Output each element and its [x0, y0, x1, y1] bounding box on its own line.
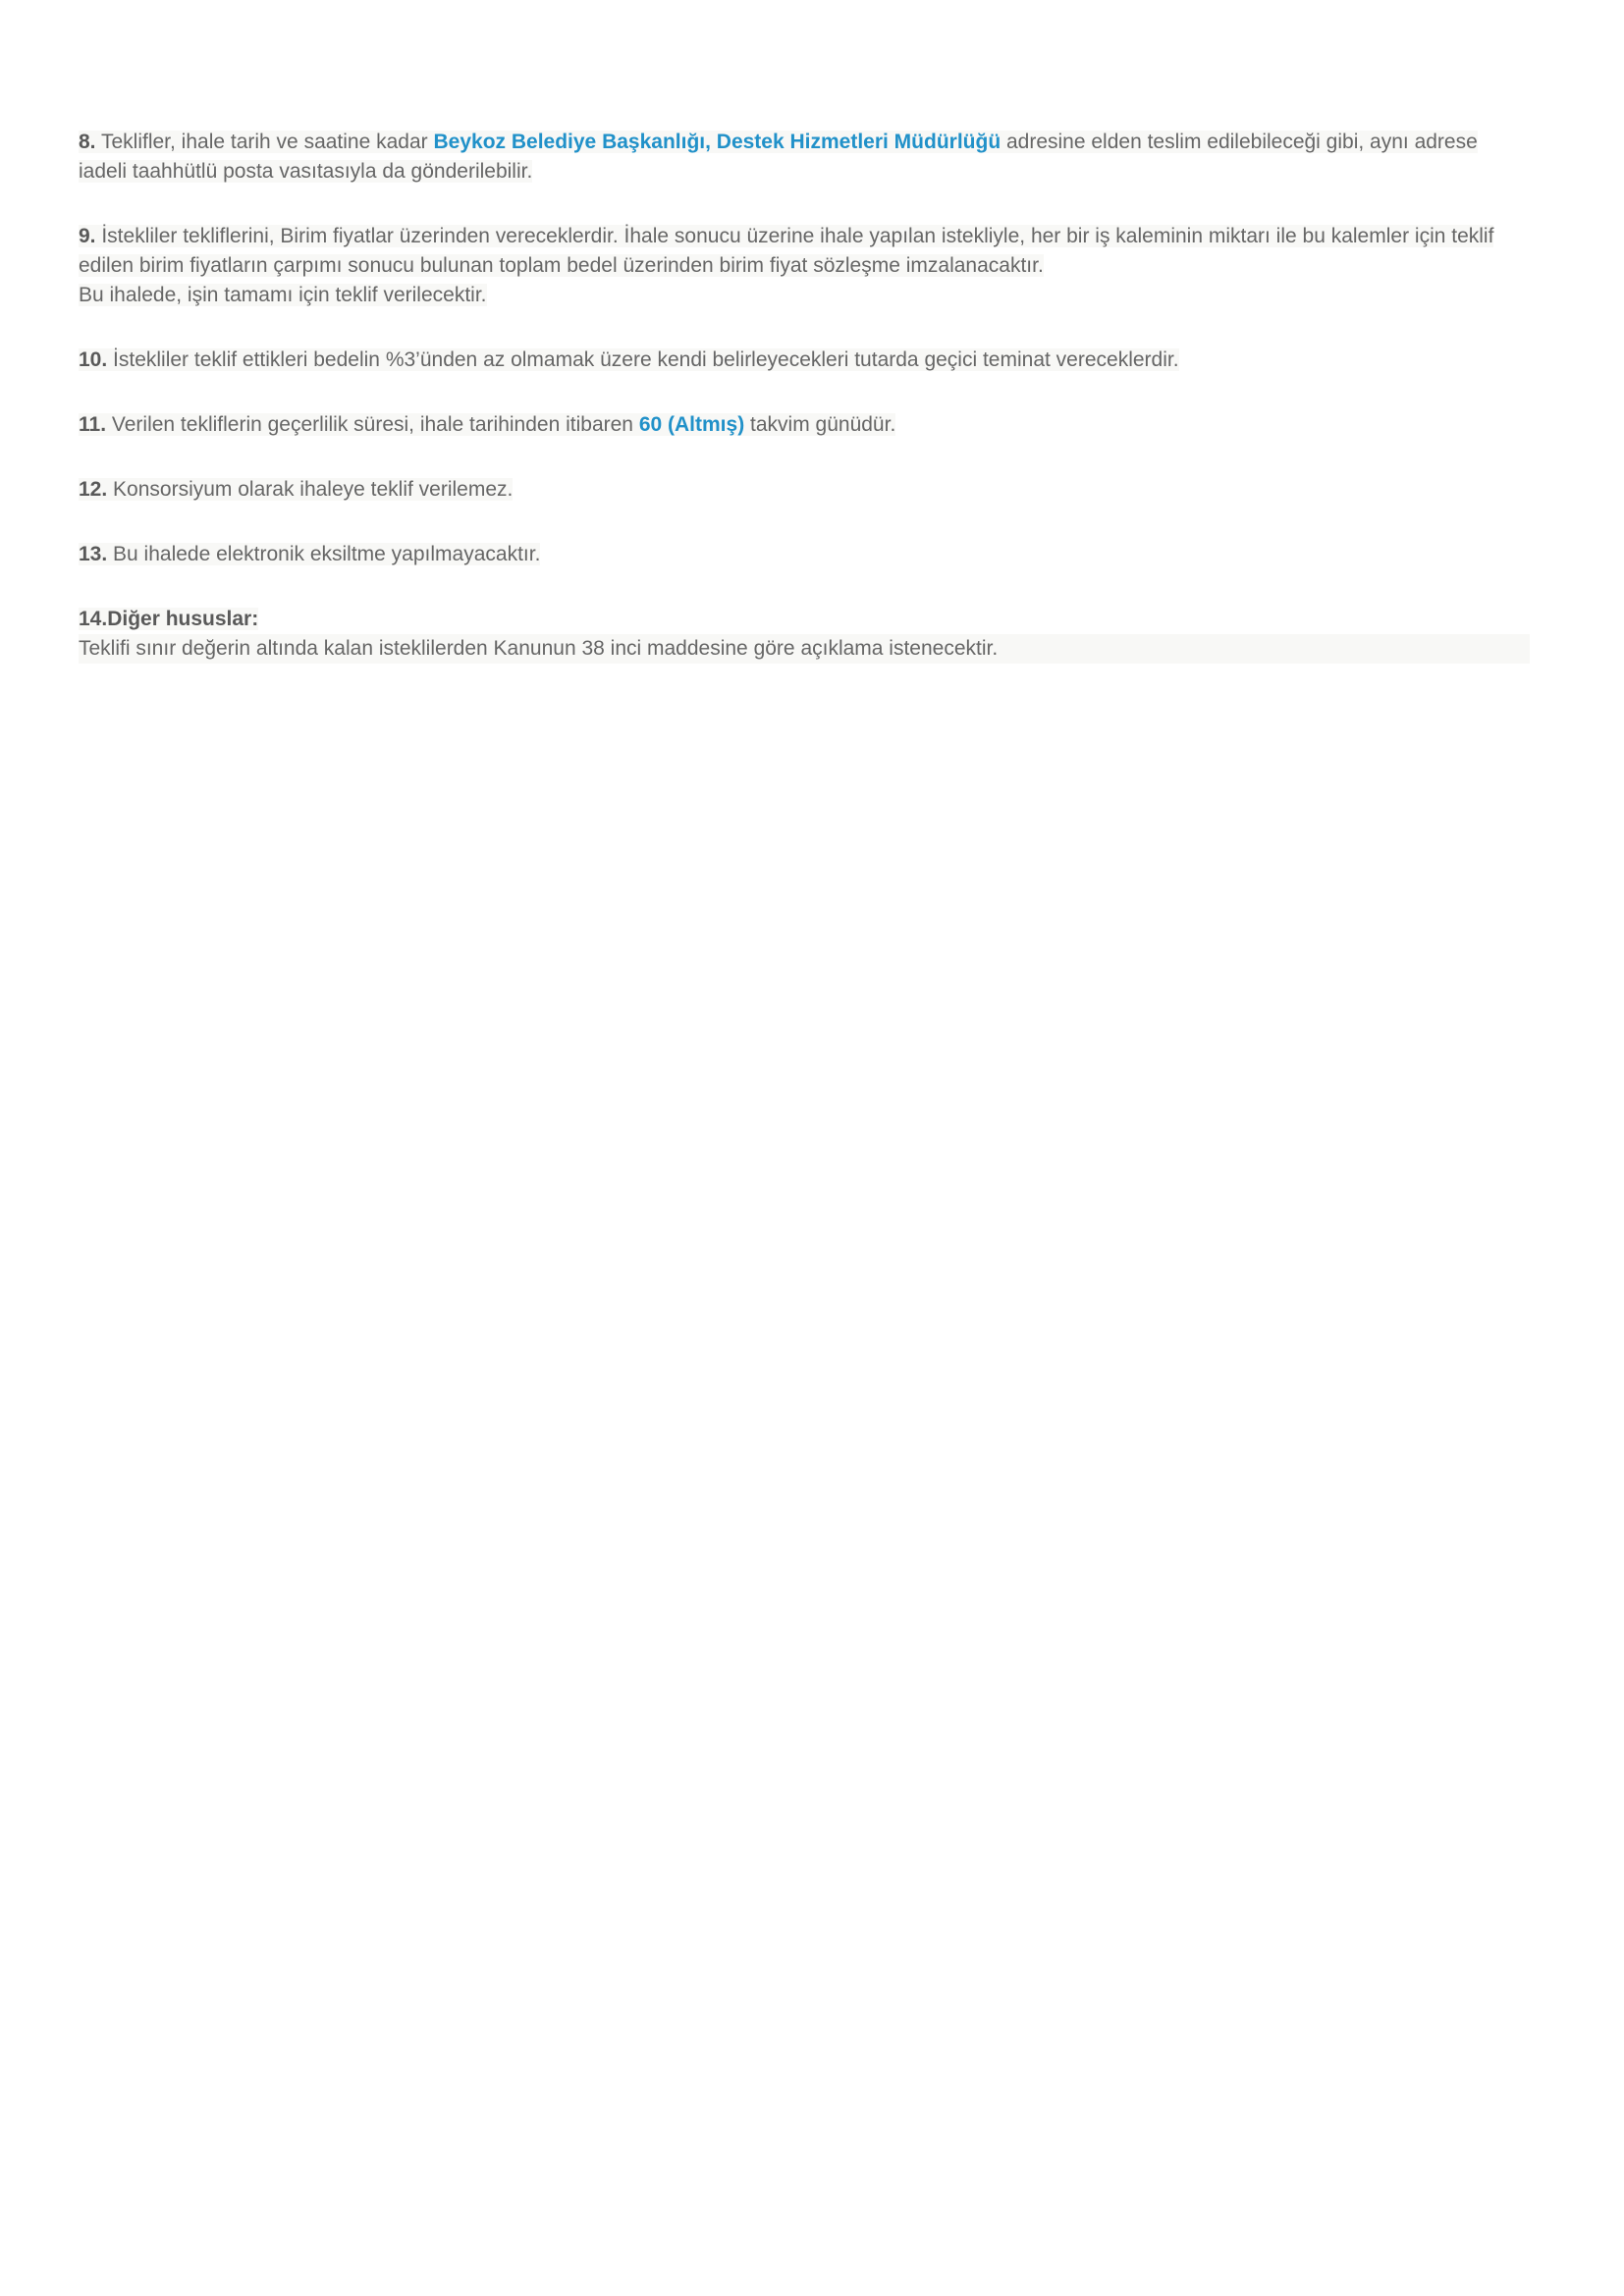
document-page	[0, 0, 1624, 664]
clause-11	[79, 410, 1512, 440]
clause-14	[79, 605, 1512, 664]
clause-11-text	[79, 413, 895, 436]
clause-11-before-accent: Verilen tekliflerin geçerlilik süresi, ihale tarihinden itibaren	[106, 413, 639, 436]
clause-13-body: Bu ihalede elektronik eksiltme yapılmayacaktır.	[107, 543, 541, 565]
clause-9-line2-wrap	[79, 281, 1512, 310]
clause-9	[79, 222, 1512, 310]
clause-12	[79, 475, 1512, 505]
clause-13-number: 13.	[79, 543, 108, 565]
clause-10	[79, 346, 1512, 375]
clause-10-text	[79, 348, 1179, 371]
clause-11-after-accent: takvim günüdür.	[744, 413, 896, 436]
clause-13-text	[79, 543, 540, 565]
clause-8-text	[79, 131, 1478, 183]
clause-11-accent-duration: 60 (Altmış)	[638, 413, 745, 436]
clause-9-line2: Bu ihalede, işin tamamı için teklif verilecektir.	[79, 284, 487, 306]
clause-12-number: 12.	[79, 478, 108, 501]
clause-13	[79, 540, 1512, 569]
clause-9-number: 9.	[79, 225, 96, 247]
clause-9-text	[79, 225, 1493, 277]
clause-14-heading-wrap	[79, 605, 1512, 634]
clause-11-number: 11.	[79, 413, 107, 436]
clause-8	[79, 128, 1512, 187]
clause-8-before-accent: Teklifler, ihale tarih ve saatine kadar	[95, 131, 434, 153]
clause-14-heading: 14.Diğer hususlar:	[79, 608, 259, 630]
clause-8-after-accent: adresine elden teslim edilebileceği gibi, aynı adrese iadeli taahhütlü posta vasıtasıyla da gönderilebilir.	[79, 131, 1478, 183]
clause-12-text	[79, 478, 513, 501]
clause-12-body: Konsorsiyum olarak ihaleye teklif verilemez.	[107, 478, 514, 501]
document-content	[79, 128, 1512, 664]
clause-8-number: 8.	[79, 131, 96, 153]
clause-8-accent-authority: Beykoz Belediye Başkanlığı, Destek Hizmetleri Müdürlüğü	[433, 131, 1001, 153]
clause-10-number: 10.	[79, 348, 108, 371]
clause-14-body: Teklifi sınır değerin altında kalan isteklilerden Kanunun 38 inci maddesine göre açıklama istenecektir.	[79, 634, 1530, 664]
clause-9-body: İstekliler tekliflerini, Birim fiyatlar üzerinden vereceklerdir. İhale sonucu üzerine ihale yapılan istekliyle, her bir iş kaleminin miktarı ile bu kalemler için teklif edilen birim fiyatların çarpımı sonucu bulunan toplam bedel üzerinden birim fiyat sözleşme imzalanacaktır.	[79, 225, 1494, 277]
clause-10-body: İstekliler teklif ettikleri bedelin %3’ünden az olmamak üzere kendi belirleyecekleri tutarda geçici teminat vereceklerdir.	[107, 348, 1179, 371]
